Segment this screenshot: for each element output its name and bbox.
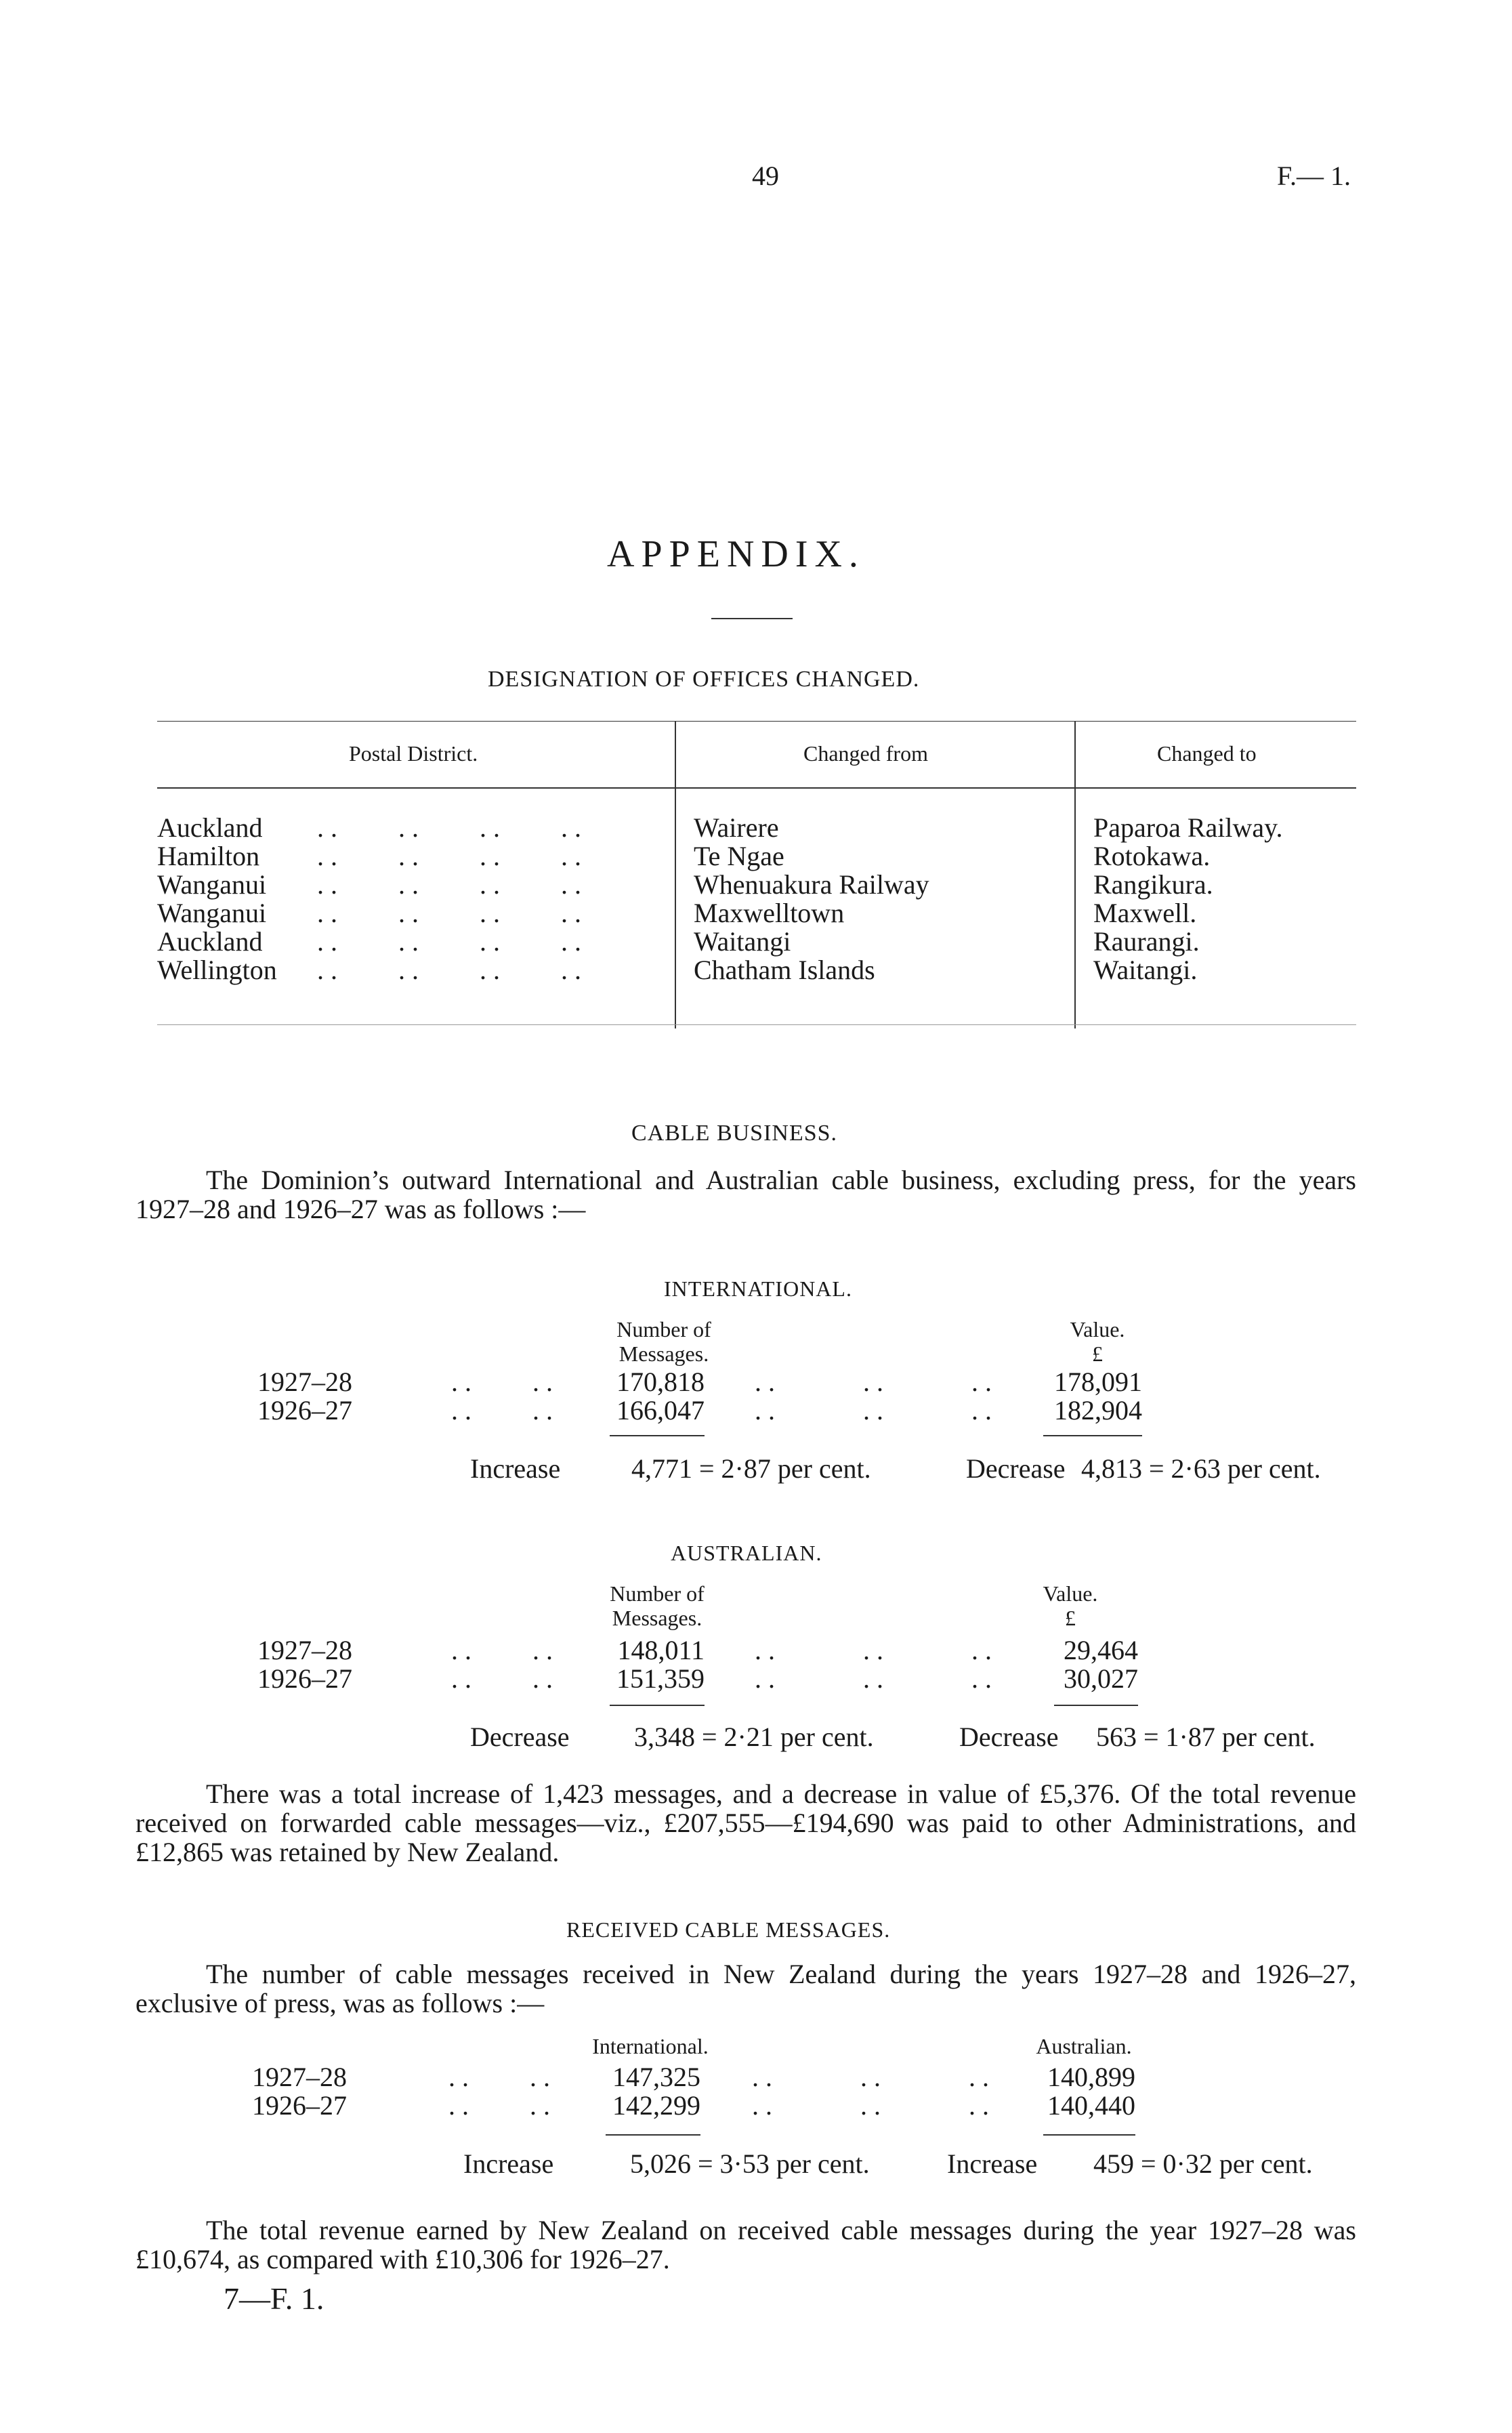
received-col-australian: Australian. [1036, 2034, 1132, 2058]
international-summary-label-1: Increase [470, 1453, 561, 1484]
leader-dots: .. .. [451, 1395, 560, 1426]
international-summary-value-1: 4,771 = 2·87 per cent. [631, 1453, 871, 1484]
changed-from-cell: Maxwelltown [694, 898, 845, 928]
international-cell: 147,325 [612, 2062, 700, 2092]
international-col-messages-head: Number of [616, 1317, 711, 1342]
offices-section-title: DESIGNATION OF OFFICES CHANGED. [488, 667, 920, 692]
district-cell: Auckland [157, 812, 263, 843]
offices-col-divider-2 [1074, 721, 1076, 1028]
changed-to-cell: Rangikura. [1093, 869, 1213, 900]
received-col-international: International. [592, 2034, 709, 2058]
messages-cell: 170,818 [616, 1367, 705, 1397]
received-sum-rule-australian [1043, 2134, 1135, 2136]
leader-dots: .. .. [451, 1635, 560, 1665]
footer-signature: 7—F. 1. [224, 2281, 324, 2316]
leader-dots: .. .. [448, 2062, 557, 2092]
leader-dots: .. .. .. .. [317, 841, 588, 871]
australian-cell: 140,440 [1047, 2090, 1135, 2121]
australian-summary-label-2: Decrease [959, 1722, 1059, 1752]
value-cell: 178,091 [1054, 1367, 1142, 1397]
changed-to-cell: Waitangi. [1093, 955, 1198, 985]
received-summary-label-1: Increase [463, 2148, 554, 2179]
leader-dots: .. .. .. .. [317, 926, 588, 957]
leader-dots: .. .. .. .. [317, 898, 588, 928]
offices-col-changed-from: Changed from [803, 741, 928, 766]
international-cell: 142,299 [612, 2090, 700, 2121]
cable-intro-paragraph: The Dominion’s outward International and Australian cable business, excluding press, for the years 1927–28 and 1926–27 was as follows :— [135, 1165, 1356, 1224]
received-section-title: RECEIVED CABLE MESSAGES. [566, 1917, 891, 1942]
district-cell: Wellington [157, 955, 277, 985]
received-summary-value-2: 459 = 0·32 per cent. [1093, 2148, 1313, 2179]
leader-dots: .. .. .. [755, 1395, 999, 1426]
received-sum-rule-international [606, 2134, 700, 2136]
district-cell: Wanganui [157, 898, 267, 928]
changed-to-cell: Raurangi. [1093, 926, 1200, 957]
district-cell: Auckland [157, 926, 263, 957]
leader-dots: .. .. .. .. [317, 955, 588, 985]
international-col-messages-sub: Messages. [618, 1342, 709, 1366]
district-cell: Hamilton [157, 841, 260, 871]
australian-summary-label-1: Decrease [470, 1722, 570, 1752]
international-title: INTERNATIONAL. [664, 1276, 852, 1301]
offices-col-divider-1 [675, 721, 676, 1028]
australian-summary-value-1: 3,348 = 2·21 per cent. [634, 1722, 874, 1752]
title-rule [711, 618, 793, 619]
changed-from-cell: Wairere [694, 812, 779, 843]
australian-summary-value-2: 563 = 1·87 per cent. [1096, 1722, 1316, 1752]
offices-col-changed-to: Changed to [1157, 741, 1257, 766]
year-cell: 1927–28 [257, 1367, 352, 1397]
cable-section-title: CABLE BUSINESS. [631, 1121, 838, 1146]
received-closing-paragraph: The total revenue earned by New Zealand on received cable messages during the year 1927–28 was £10,674, as compared with £10,306 for 1926–27. [135, 2215, 1356, 2274]
offices-col-district: Postal District. [349, 741, 478, 766]
document-reference: F.— 1. [1277, 161, 1351, 191]
value-cell: 29,464 [1064, 1635, 1138, 1665]
value-cell: 182,904 [1054, 1395, 1142, 1426]
international-col-value-sub: £ [1092, 1342, 1103, 1366]
messages-cell: 166,047 [616, 1395, 705, 1426]
changed-from-cell: Chatham Islands [694, 955, 875, 985]
leader-dots: .. .. .. .. [317, 869, 588, 900]
offices-top-rule [157, 721, 1356, 722]
cable-total-paragraph: There was a total increase of 1,423 messages, and a decrease in value of £5,376. Of the total revenue received on forwarded cable messages—viz., £207,555—£194,690 was paid to other Administrations, and £12,865 was retained by New Zealand. [135, 1779, 1356, 1867]
changed-to-cell: Paparoa Railway. [1093, 812, 1283, 843]
leader-dots: .. .. .. .. [317, 812, 588, 843]
international-summary-value-2: 4,813 = 2·63 per cent. [1081, 1453, 1321, 1484]
changed-to-cell: Rotokawa. [1093, 841, 1211, 871]
offices-bottom-rule [157, 1024, 1356, 1025]
messages-cell: 151,359 [616, 1663, 705, 1694]
international-sum-rule-messages [610, 1435, 705, 1436]
international-sum-rule-value [1043, 1435, 1142, 1436]
offices-header-rule [157, 787, 1356, 789]
leader-dots: .. .. .. [752, 2090, 996, 2121]
appendix-title: APPENDIX. [607, 533, 865, 575]
received-summary-label-2: Increase [947, 2148, 1038, 2179]
australian-sum-rule-messages [610, 1705, 705, 1706]
changed-to-cell: Maxwell. [1093, 898, 1197, 928]
leader-dots: .. .. [448, 2090, 557, 2121]
changed-from-cell: Whenuakura Railway [694, 869, 929, 900]
australian-col-messages-sub: Messages. [612, 1606, 702, 1630]
year-cell: 1926–27 [257, 1663, 352, 1694]
year-cell: 1926–27 [257, 1395, 352, 1426]
leader-dots: .. .. [451, 1663, 560, 1694]
changed-from-cell: Te Ngae [694, 841, 784, 871]
australian-title: AUSTRALIAN. [671, 1541, 822, 1565]
leader-dots: .. .. .. [752, 2062, 996, 2092]
received-intro-paragraph: The number of cable messages received in New Zealand during the years 1927–28 and 1926–27, exclusive of press, was as follows :— [135, 1959, 1356, 2018]
received-summary-value-1: 5,026 = 3·53 per cent. [630, 2148, 870, 2179]
year-cell: 1927–28 [252, 2062, 347, 2092]
leader-dots: .. .. .. [755, 1635, 999, 1665]
leader-dots: .. .. .. [755, 1663, 999, 1694]
year-cell: 1926–27 [252, 2090, 347, 2121]
changed-from-cell: Waitangi [694, 926, 791, 957]
international-summary-label-2: Decrease [966, 1453, 1066, 1484]
leader-dots: .. .. [451, 1367, 560, 1397]
messages-cell: 148,011 [617, 1635, 705, 1665]
australian-col-value-head: Value. [1043, 1581, 1098, 1606]
australian-sum-rule-value [1054, 1705, 1138, 1706]
leader-dots: .. .. .. [755, 1367, 999, 1397]
australian-col-messages-head: Number of [610, 1581, 705, 1606]
international-col-value-head: Value. [1070, 1317, 1125, 1342]
value-cell: 30,027 [1064, 1663, 1138, 1694]
district-cell: Wanganui [157, 869, 267, 900]
australian-col-value-sub: £ [1065, 1606, 1076, 1630]
australian-cell: 140,899 [1047, 2062, 1135, 2092]
page-number: 49 [752, 161, 779, 191]
year-cell: 1927–28 [257, 1635, 352, 1665]
